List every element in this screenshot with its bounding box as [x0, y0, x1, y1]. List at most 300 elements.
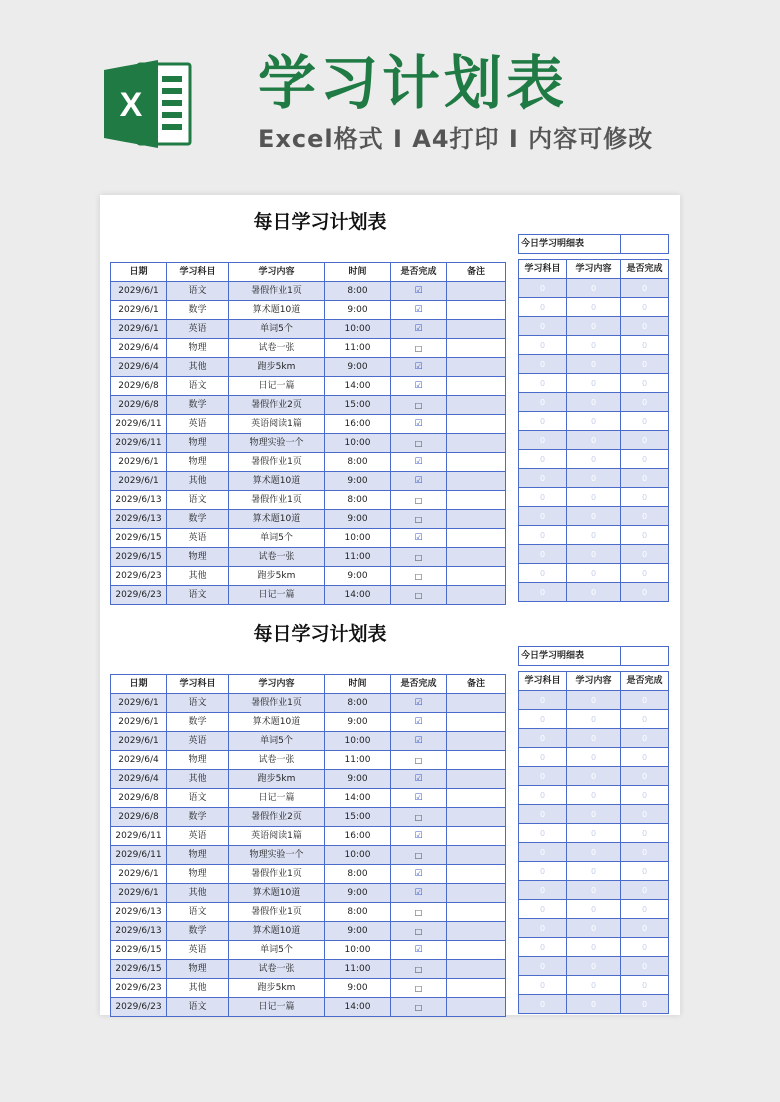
cell-subject[interactable]: 物理: [167, 339, 229, 358]
cell-note[interactable]: [447, 396, 506, 415]
cell-subject[interactable]: 英语: [167, 320, 229, 339]
cell-date[interactable]: 2029/6/4: [111, 751, 167, 770]
cell-date[interactable]: 2029/6/13: [111, 922, 167, 941]
cell-note[interactable]: [447, 827, 506, 846]
empty-cell[interactable]: [621, 647, 669, 666]
cell-done[interactable]: □: [391, 979, 447, 998]
cell-done[interactable]: ☑: [391, 282, 447, 301]
cell-date[interactable]: 2029/6/15: [111, 960, 167, 979]
cell-date[interactable]: 2029/6/1: [111, 472, 167, 491]
side-cell[interactable]: 0: [621, 748, 669, 767]
side-cell[interactable]: 0: [567, 526, 621, 545]
cell-note[interactable]: [447, 434, 506, 453]
cell-note[interactable]: [447, 884, 506, 903]
cell-done[interactable]: ☑: [391, 713, 447, 732]
side-cell[interactable]: 0: [621, 507, 669, 526]
side-cell[interactable]: 0: [621, 545, 669, 564]
side-column-header[interactable]: 是否完成: [621, 672, 669, 691]
cell-done[interactable]: ☑: [391, 358, 447, 377]
cell-time[interactable]: 8:00: [325, 491, 391, 510]
side-cell[interactable]: 0: [567, 805, 621, 824]
side-cell[interactable]: 0: [519, 710, 567, 729]
side-cell[interactable]: 0: [567, 564, 621, 583]
cell-done[interactable]: □: [391, 846, 447, 865]
column-header[interactable]: 学习科目: [167, 675, 229, 694]
side-cell[interactable]: 0: [621, 336, 669, 355]
cell-time[interactable]: 14:00: [325, 586, 391, 605]
side-cell[interactable]: 0: [621, 431, 669, 450]
cell-date[interactable]: 2029/6/4: [111, 358, 167, 377]
side-cell[interactable]: 0: [519, 976, 567, 995]
cell-subject[interactable]: 语文: [167, 694, 229, 713]
cell-time[interactable]: 8:00: [325, 453, 391, 472]
cell-note[interactable]: [447, 510, 506, 529]
cell-time[interactable]: 10:00: [325, 846, 391, 865]
cell-subject[interactable]: 英语: [167, 941, 229, 960]
side-cell[interactable]: 0: [567, 450, 621, 469]
side-cell[interactable]: 0: [519, 843, 567, 862]
cell-date[interactable]: 2029/6/4: [111, 770, 167, 789]
cell-date[interactable]: 2029/6/1: [111, 694, 167, 713]
side-cell[interactable]: 0: [519, 995, 567, 1014]
cell-content[interactable]: 跑步5km: [229, 770, 325, 789]
column-header[interactable]: 是否完成: [391, 263, 447, 282]
cell-content[interactable]: 算术题10道: [229, 472, 325, 491]
cell-subject[interactable]: 物理: [167, 434, 229, 453]
side-cell[interactable]: 0: [621, 805, 669, 824]
cell-time[interactable]: 8:00: [325, 282, 391, 301]
cell-done[interactable]: □: [391, 960, 447, 979]
cell-time[interactable]: 9:00: [325, 301, 391, 320]
side-cell[interactable]: 0: [567, 336, 621, 355]
cell-time[interactable]: 10:00: [325, 434, 391, 453]
cell-content[interactable]: 日记一篇: [229, 377, 325, 396]
side-cell[interactable]: 0: [567, 976, 621, 995]
side-cell[interactable]: 0: [567, 691, 621, 710]
cell-date[interactable]: 2029/6/11: [111, 846, 167, 865]
cell-note[interactable]: [447, 548, 506, 567]
cell-time[interactable]: 9:00: [325, 884, 391, 903]
cell-subject[interactable]: 其他: [167, 979, 229, 998]
cell-content[interactable]: 暑假作业1页: [229, 903, 325, 922]
cell-note[interactable]: [447, 358, 506, 377]
side-cell[interactable]: 0: [567, 507, 621, 526]
cell-done[interactable]: □: [391, 567, 447, 586]
side-cell[interactable]: 0: [519, 824, 567, 843]
side-cell[interactable]: 0: [621, 786, 669, 805]
side-cell[interactable]: 0: [567, 298, 621, 317]
cell-note[interactable]: [447, 282, 506, 301]
cell-content[interactable]: 单词5个: [229, 732, 325, 751]
side-cell[interactable]: 0: [519, 545, 567, 564]
cell-date[interactable]: 2029/6/1: [111, 865, 167, 884]
side-cell[interactable]: 0: [519, 691, 567, 710]
side-cell[interactable]: 0: [621, 691, 669, 710]
cell-content[interactable]: 单词5个: [229, 320, 325, 339]
cell-note[interactable]: [447, 301, 506, 320]
cell-time[interactable]: 16:00: [325, 415, 391, 434]
cell-subject[interactable]: 物理: [167, 846, 229, 865]
cell-subject[interactable]: 英语: [167, 732, 229, 751]
cell-subject[interactable]: 英语: [167, 529, 229, 548]
cell-time[interactable]: 8:00: [325, 694, 391, 713]
column-header[interactable]: 时间: [325, 263, 391, 282]
side-cell[interactable]: 0: [621, 564, 669, 583]
cell-subject[interactable]: 其他: [167, 567, 229, 586]
side-cell[interactable]: 0: [621, 412, 669, 431]
cell-time[interactable]: 14:00: [325, 789, 391, 808]
side-cell[interactable]: 0: [519, 900, 567, 919]
cell-subject[interactable]: 数学: [167, 808, 229, 827]
cell-subject[interactable]: 数学: [167, 396, 229, 415]
side-cell[interactable]: 0: [621, 393, 669, 412]
cell-note[interactable]: [447, 586, 506, 605]
side-cell[interactable]: 0: [519, 450, 567, 469]
cell-time[interactable]: 16:00: [325, 827, 391, 846]
cell-note[interactable]: [447, 377, 506, 396]
cell-date[interactable]: 2029/6/13: [111, 510, 167, 529]
cell-done[interactable]: ☑: [391, 320, 447, 339]
side-cell[interactable]: 0: [567, 374, 621, 393]
side-cell[interactable]: 0: [519, 317, 567, 336]
cell-content[interactable]: 试卷一张: [229, 339, 325, 358]
column-header[interactable]: 日期: [111, 675, 167, 694]
cell-note[interactable]: [447, 941, 506, 960]
side-cell[interactable]: 0: [621, 298, 669, 317]
cell-note[interactable]: [447, 339, 506, 358]
cell-time[interactable]: 14:00: [325, 377, 391, 396]
cell-done[interactable]: ☑: [391, 865, 447, 884]
cell-subject[interactable]: 英语: [167, 827, 229, 846]
cell-done[interactable]: □: [391, 491, 447, 510]
cell-note[interactable]: [447, 979, 506, 998]
side-cell[interactable]: 0: [567, 279, 621, 298]
cell-subject[interactable]: 语文: [167, 998, 229, 1017]
cell-done[interactable]: ☑: [391, 472, 447, 491]
side-cell[interactable]: 0: [567, 938, 621, 957]
side-cell[interactable]: 0: [519, 507, 567, 526]
cell-time[interactable]: 9:00: [325, 770, 391, 789]
cell-done[interactable]: □: [391, 339, 447, 358]
cell-date[interactable]: 2029/6/15: [111, 941, 167, 960]
cell-done[interactable]: ☑: [391, 453, 447, 472]
side-cell[interactable]: 0: [621, 279, 669, 298]
cell-date[interactable]: 2029/6/23: [111, 586, 167, 605]
side-cell[interactable]: 0: [567, 412, 621, 431]
side-cell[interactable]: 0: [519, 748, 567, 767]
side-cell[interactable]: 0: [621, 469, 669, 488]
cell-note[interactable]: [447, 694, 506, 713]
cell-content[interactable]: 试卷一张: [229, 960, 325, 979]
cell-content[interactable]: 物理实验一个: [229, 434, 325, 453]
cell-time[interactable]: 10:00: [325, 320, 391, 339]
cell-done[interactable]: ☑: [391, 377, 447, 396]
cell-done[interactable]: ☑: [391, 529, 447, 548]
side-column-header[interactable]: 学习内容: [567, 672, 621, 691]
cell-date[interactable]: 2029/6/1: [111, 713, 167, 732]
cell-subject[interactable]: 语文: [167, 282, 229, 301]
cell-time[interactable]: 9:00: [325, 358, 391, 377]
cell-done[interactable]: ☑: [391, 694, 447, 713]
cell-date[interactable]: 2029/6/11: [111, 415, 167, 434]
cell-done[interactable]: □: [391, 903, 447, 922]
cell-subject[interactable]: 数学: [167, 922, 229, 941]
cell-time[interactable]: 11:00: [325, 960, 391, 979]
cell-note[interactable]: [447, 903, 506, 922]
cell-content[interactable]: 算术题10道: [229, 510, 325, 529]
cell-subject[interactable]: 物理: [167, 453, 229, 472]
cell-date[interactable]: 2029/6/23: [111, 979, 167, 998]
side-cell[interactable]: 0: [519, 355, 567, 374]
cell-content[interactable]: 单词5个: [229, 529, 325, 548]
side-cell[interactable]: 0: [621, 767, 669, 786]
side-cell[interactable]: 0: [621, 900, 669, 919]
cell-date[interactable]: 2029/6/15: [111, 548, 167, 567]
cell-subject[interactable]: 数学: [167, 510, 229, 529]
cell-time[interactable]: 10:00: [325, 941, 391, 960]
cell-content[interactable]: 试卷一张: [229, 751, 325, 770]
cell-date[interactable]: 2029/6/11: [111, 827, 167, 846]
cell-done[interactable]: ☑: [391, 301, 447, 320]
side-cell[interactable]: 0: [567, 393, 621, 412]
cell-content[interactable]: 单词5个: [229, 941, 325, 960]
cell-note[interactable]: [447, 472, 506, 491]
cell-done[interactable]: □: [391, 922, 447, 941]
side-cell[interactable]: 0: [519, 786, 567, 805]
cell-time[interactable]: 10:00: [325, 529, 391, 548]
cell-note[interactable]: [447, 529, 506, 548]
column-header[interactable]: 学习科目: [167, 263, 229, 282]
side-cell[interactable]: 0: [567, 469, 621, 488]
cell-done[interactable]: ☑: [391, 732, 447, 751]
cell-note[interactable]: [447, 770, 506, 789]
side-cell[interactable]: 0: [567, 729, 621, 748]
cell-note[interactable]: [447, 808, 506, 827]
cell-content[interactable]: 日记一篇: [229, 998, 325, 1017]
cell-date[interactable]: 2029/6/1: [111, 320, 167, 339]
cell-time[interactable]: 10:00: [325, 732, 391, 751]
side-cell[interactable]: 0: [621, 317, 669, 336]
side-cell[interactable]: 0: [567, 355, 621, 374]
cell-date[interactable]: 2029/6/4: [111, 339, 167, 358]
cell-subject[interactable]: 物理: [167, 960, 229, 979]
cell-date[interactable]: 2029/6/15: [111, 529, 167, 548]
side-cell[interactable]: 0: [567, 957, 621, 976]
cell-content[interactable]: 暑假作业1页: [229, 694, 325, 713]
side-cell[interactable]: 0: [519, 583, 567, 602]
cell-subject[interactable]: 其他: [167, 472, 229, 491]
side-column-header[interactable]: 学习内容: [567, 260, 621, 279]
side-cell[interactable]: 0: [621, 976, 669, 995]
side-cell[interactable]: 0: [567, 900, 621, 919]
side-cell[interactable]: 0: [621, 824, 669, 843]
cell-time[interactable]: 9:00: [325, 510, 391, 529]
side-cell[interactable]: 0: [621, 374, 669, 393]
cell-done[interactable]: □: [391, 396, 447, 415]
cell-date[interactable]: 2029/6/1: [111, 884, 167, 903]
side-cell[interactable]: 0: [621, 450, 669, 469]
cell-done[interactable]: ☑: [391, 941, 447, 960]
side-cell[interactable]: 0: [519, 938, 567, 957]
side-cell[interactable]: 0: [567, 767, 621, 786]
cell-time[interactable]: 9:00: [325, 472, 391, 491]
cell-note[interactable]: [447, 846, 506, 865]
side-cell[interactable]: 0: [621, 843, 669, 862]
cell-time[interactable]: 9:00: [325, 922, 391, 941]
side-cell[interactable]: 0: [519, 431, 567, 450]
side-cell[interactable]: 0: [567, 431, 621, 450]
side-cell[interactable]: 0: [621, 488, 669, 507]
cell-content[interactable]: 跑步5km: [229, 567, 325, 586]
side-cell[interactable]: 0: [621, 355, 669, 374]
column-header[interactable]: 是否完成: [391, 675, 447, 694]
cell-content[interactable]: 算术题10道: [229, 922, 325, 941]
cell-done[interactable]: ☑: [391, 789, 447, 808]
side-cell[interactable]: 0: [519, 564, 567, 583]
side-cell[interactable]: 0: [567, 748, 621, 767]
side-cell[interactable]: 0: [621, 995, 669, 1014]
cell-subject[interactable]: 语文: [167, 903, 229, 922]
cell-time[interactable]: 11:00: [325, 339, 391, 358]
cell-content[interactable]: 日记一篇: [229, 586, 325, 605]
cell-content[interactable]: 跑步5km: [229, 358, 325, 377]
column-header[interactable]: 时间: [325, 675, 391, 694]
cell-time[interactable]: 15:00: [325, 808, 391, 827]
cell-note[interactable]: [447, 865, 506, 884]
cell-subject[interactable]: 英语: [167, 415, 229, 434]
empty-cell[interactable]: [621, 235, 669, 254]
cell-done[interactable]: □: [391, 510, 447, 529]
side-cell[interactable]: 0: [567, 583, 621, 602]
side-cell[interactable]: 0: [567, 881, 621, 900]
cell-time[interactable]: 9:00: [325, 713, 391, 732]
cell-content[interactable]: 英语阅读1篇: [229, 415, 325, 434]
side-cell[interactable]: 0: [519, 336, 567, 355]
side-cell[interactable]: 0: [567, 786, 621, 805]
cell-date[interactable]: 2029/6/1: [111, 732, 167, 751]
cell-date[interactable]: 2029/6/13: [111, 491, 167, 510]
cell-done[interactable]: ☑: [391, 827, 447, 846]
cell-date[interactable]: 2029/6/23: [111, 567, 167, 586]
side-cell[interactable]: 0: [567, 710, 621, 729]
cell-content[interactable]: 算术题10道: [229, 713, 325, 732]
side-cell[interactable]: 0: [519, 469, 567, 488]
side-column-header[interactable]: 是否完成: [621, 260, 669, 279]
cell-date[interactable]: 2029/6/1: [111, 301, 167, 320]
side-cell[interactable]: 0: [519, 393, 567, 412]
cell-subject[interactable]: 语文: [167, 377, 229, 396]
cell-note[interactable]: [447, 320, 506, 339]
side-cell[interactable]: 0: [567, 919, 621, 938]
cell-note[interactable]: [447, 732, 506, 751]
cell-time[interactable]: 8:00: [325, 903, 391, 922]
cell-subject[interactable]: 其他: [167, 358, 229, 377]
cell-content[interactable]: 暑假作业1页: [229, 491, 325, 510]
cell-subject[interactable]: 其他: [167, 770, 229, 789]
cell-note[interactable]: [447, 789, 506, 808]
side-cell[interactable]: 0: [519, 767, 567, 786]
cell-note[interactable]: [447, 491, 506, 510]
cell-date[interactable]: 2029/6/13: [111, 903, 167, 922]
cell-date[interactable]: 2029/6/8: [111, 396, 167, 415]
cell-date[interactable]: 2029/6/1: [111, 282, 167, 301]
cell-done[interactable]: □: [391, 751, 447, 770]
cell-subject[interactable]: 物理: [167, 751, 229, 770]
side-cell[interactable]: 0: [519, 279, 567, 298]
cell-content[interactable]: 暑假作业1页: [229, 453, 325, 472]
side-cell[interactable]: 0: [621, 710, 669, 729]
cell-done[interactable]: ☑: [391, 415, 447, 434]
cell-time[interactable]: 8:00: [325, 865, 391, 884]
cell-done[interactable]: □: [391, 586, 447, 605]
cell-date[interactable]: 2029/6/11: [111, 434, 167, 453]
column-header[interactable]: 日期: [111, 263, 167, 282]
side-cell[interactable]: 0: [519, 805, 567, 824]
side-cell[interactable]: 0: [567, 824, 621, 843]
cell-note[interactable]: [447, 922, 506, 941]
cell-content[interactable]: 跑步5km: [229, 979, 325, 998]
cell-time[interactable]: 14:00: [325, 998, 391, 1017]
cell-note[interactable]: [447, 751, 506, 770]
cell-content[interactable]: 日记一篇: [229, 789, 325, 808]
side-cell[interactable]: 0: [519, 881, 567, 900]
cell-date[interactable]: 2029/6/8: [111, 808, 167, 827]
cell-time[interactable]: 15:00: [325, 396, 391, 415]
side-column-header[interactable]: 学习科目: [519, 260, 567, 279]
side-cell[interactable]: 0: [519, 919, 567, 938]
cell-content[interactable]: 暑假作业2页: [229, 396, 325, 415]
side-cell[interactable]: 0: [621, 881, 669, 900]
side-cell[interactable]: 0: [519, 412, 567, 431]
cell-date[interactable]: 2029/6/8: [111, 789, 167, 808]
cell-subject[interactable]: 其他: [167, 884, 229, 903]
cell-done[interactable]: □: [391, 808, 447, 827]
cell-content[interactable]: 算术题10道: [229, 301, 325, 320]
cell-time[interactable]: 9:00: [325, 979, 391, 998]
cell-note[interactable]: [447, 713, 506, 732]
cell-note[interactable]: [447, 998, 506, 1017]
cell-content[interactable]: 暑假作业1页: [229, 865, 325, 884]
cell-content[interactable]: 英语阅读1篇: [229, 827, 325, 846]
cell-note[interactable]: [447, 453, 506, 472]
cell-time[interactable]: 9:00: [325, 567, 391, 586]
side-cell[interactable]: 0: [519, 729, 567, 748]
side-column-header[interactable]: 学习科目: [519, 672, 567, 691]
cell-date[interactable]: 2029/6/1: [111, 453, 167, 472]
cell-subject[interactable]: 语文: [167, 491, 229, 510]
side-cell[interactable]: 0: [567, 488, 621, 507]
cell-subject[interactable]: 物理: [167, 865, 229, 884]
cell-content[interactable]: 物理实验一个: [229, 846, 325, 865]
side-cell[interactable]: 0: [621, 583, 669, 602]
side-cell[interactable]: 0: [621, 919, 669, 938]
cell-done[interactable]: ☑: [391, 884, 447, 903]
side-cell[interactable]: 0: [567, 545, 621, 564]
column-header[interactable]: 备注: [447, 675, 506, 694]
side-cell[interactable]: 0: [621, 957, 669, 976]
side-cell[interactable]: 0: [519, 374, 567, 393]
column-header[interactable]: 学习内容: [229, 675, 325, 694]
cell-content[interactable]: 暑假作业2页: [229, 808, 325, 827]
cell-subject[interactable]: 语文: [167, 789, 229, 808]
column-header[interactable]: 备注: [447, 263, 506, 282]
cell-content[interactable]: 暑假作业1页: [229, 282, 325, 301]
cell-subject[interactable]: 数学: [167, 713, 229, 732]
cell-content[interactable]: 试卷一张: [229, 548, 325, 567]
cell-done[interactable]: □: [391, 548, 447, 567]
side-cell[interactable]: 0: [519, 957, 567, 976]
column-header[interactable]: 学习内容: [229, 263, 325, 282]
